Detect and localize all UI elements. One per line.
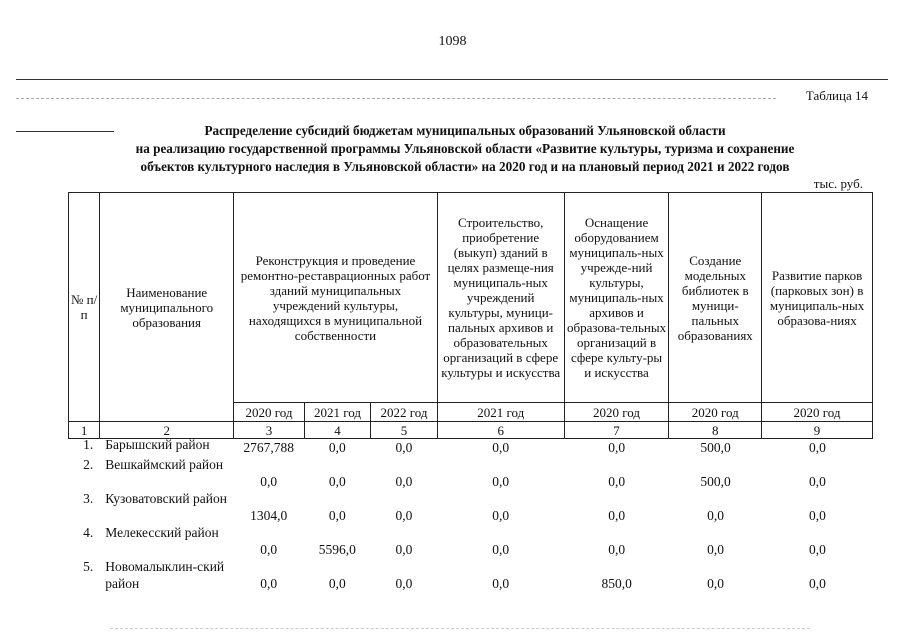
subsidy-table-header — [68, 192, 873, 439]
value-cell: 0,0 — [608, 440, 626, 455]
subsidy-table-body — [68, 436, 873, 592]
column-number: 4 — [304, 422, 370, 439]
value-cell: 0,0 — [328, 508, 346, 523]
row-number: 3. — [83, 491, 94, 506]
value-cell: 0,0 — [395, 542, 413, 557]
document-title — [40, 122, 890, 176]
year-cell: 2020 год — [669, 403, 762, 422]
column-number: 6 — [437, 422, 564, 439]
table-row — [68, 558, 873, 592]
value-cell: 0,0 — [395, 508, 413, 523]
value-cell: 0,0 — [492, 440, 510, 455]
title-line: объектов культурного наследия в Ульяновской области» на 2020 год и на плановый период 2021 и 2022 годов — [140, 159, 790, 174]
scan-artifact-line — [110, 628, 810, 629]
top-rule — [16, 79, 888, 80]
year-cell: 2021 год — [304, 403, 370, 422]
year-cell: 2020 год — [762, 403, 873, 422]
header-libraries: Создание модельных библиотек в муници-пальных образованиях — [669, 193, 762, 403]
value-cell: 5596,0 — [318, 542, 356, 557]
units-label: тыс. руб. — [813, 176, 863, 191]
value-cell: 850,0 — [601, 576, 632, 591]
row-number: 1. — [83, 437, 94, 452]
header-construction: Строительство, приобретение (выкуп) зданий в целях размеще-ния муниципаль-ных учреждений культуры, муници-пальных архивов и образовательных организаций в сфере культуры и искусства — [437, 193, 564, 403]
value-cell: 0,0 — [809, 508, 826, 523]
municipality-name: Вешкаймский район — [105, 457, 224, 472]
year-cell: 2020 год — [564, 403, 669, 422]
value-cell: 0,0 — [492, 542, 510, 557]
table-row — [68, 436, 873, 456]
value-cell: 0,0 — [492, 508, 510, 523]
row-number: 4. — [83, 525, 94, 540]
municipality-name: Барышский район — [105, 437, 210, 452]
header-parks: Развитие парков (парковых зон) в муниципаль-ных образова-ниях — [762, 193, 873, 403]
value-cell: 1304,0 — [250, 508, 288, 523]
column-number: 7 — [564, 422, 669, 439]
title-line: Распределение субсидий бюджетам муниципальных образований Ульяновской области — [204, 123, 726, 138]
year-cell: 2021 год — [437, 403, 564, 422]
scan-artifact-line — [16, 98, 776, 99]
column-number: 1 — [69, 422, 100, 439]
table-row — [68, 490, 873, 524]
value-cell: 0,0 — [707, 542, 725, 557]
row-number: 5. — [83, 559, 94, 574]
year-cell: 2020 год — [234, 403, 305, 422]
column-number: 2 — [100, 422, 234, 439]
value-cell: 500,0 — [700, 440, 731, 455]
page-number: 1098 — [438, 34, 467, 49]
value-cell: 0,0 — [809, 440, 826, 455]
value-cell: 0,0 — [492, 474, 510, 489]
header-equipment: Оснащение оборудованием муниципаль-ных учрежде-ний культуры, муниципаль-ных архивов и образова-тельных организаций в сфере культу-ры и искусства — [564, 193, 669, 403]
column-number: 8 — [669, 422, 762, 439]
value-cell: 0,0 — [492, 576, 510, 591]
row-number: 2. — [83, 457, 94, 472]
column-number: 9 — [762, 422, 873, 439]
value-cell: 500,0 — [700, 474, 731, 489]
value-cell: 0,0 — [395, 576, 413, 591]
year-cell: 2022 год — [371, 403, 438, 422]
value-cell: 0,0 — [809, 576, 826, 591]
value-cell: 0,0 — [608, 508, 626, 523]
value-cell: 0,0 — [809, 474, 826, 489]
municipality-name: Мелекесский район — [105, 525, 219, 540]
municipality-name: Новомалыклин-ский район — [105, 559, 225, 591]
value-cell: 0,0 — [328, 474, 346, 489]
value-cell: 0,0 — [328, 440, 346, 455]
table-row — [68, 456, 873, 490]
column-number: 3 — [234, 422, 305, 439]
title-line: на реализацию государственной программы Ульяновской области «Развитие культуры, туризма и сохранение — [135, 141, 795, 156]
header-reconstruction: Реконструкция и проведение ремонтно-реставрационных работ зданий муниципальных учреждений культуры, находящихся в муниципальной собственности — [234, 193, 438, 403]
table-row — [68, 524, 873, 558]
value-cell: 0,0 — [260, 474, 278, 489]
value-cell: 0,0 — [707, 576, 725, 591]
value-cell: 0,0 — [707, 508, 725, 523]
value-cell: 0,0 — [608, 542, 626, 557]
value-cell: 0,0 — [260, 576, 278, 591]
value-cell: 0,0 — [328, 576, 346, 591]
municipality-name: Кузоватовский район — [105, 491, 227, 506]
value-cell: 0,0 — [809, 542, 826, 557]
value-cell: 0,0 — [608, 474, 626, 489]
value-cell: 2767,788 — [243, 440, 295, 455]
value-cell: 0,0 — [395, 474, 413, 489]
value-cell: 0,0 — [260, 542, 278, 557]
value-cell: 0,0 — [395, 440, 413, 455]
table-label: Таблица 14 — [805, 88, 868, 103]
header-name: Наименование муниципального образования — [100, 193, 234, 422]
header-no: № п/п — [69, 193, 100, 422]
column-number: 5 — [371, 422, 438, 439]
